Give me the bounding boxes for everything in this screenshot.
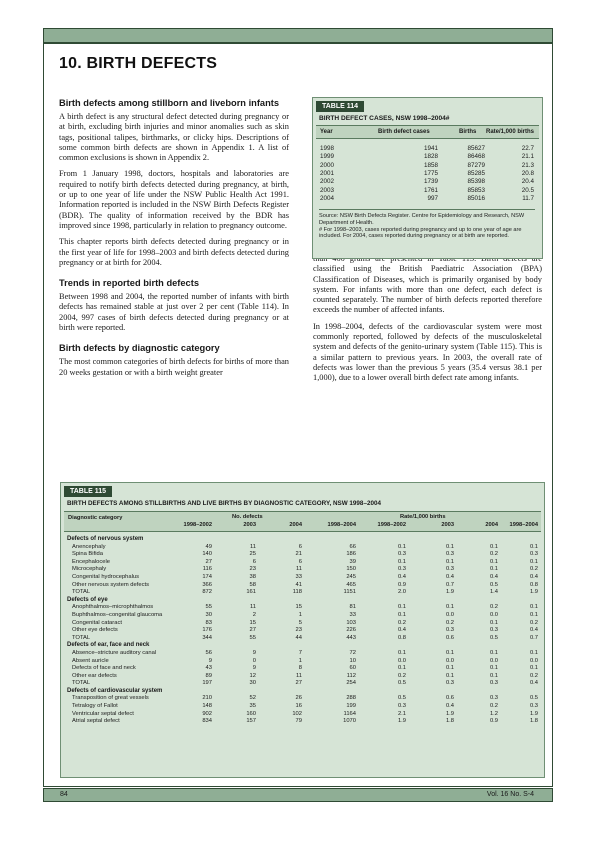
table-row [64,658,541,666]
table-row [64,620,541,628]
table-cell: 55 [205,604,212,611]
table-cell: 160 [246,710,256,717]
table-cell: 12 [249,672,256,679]
row-label: Atrial septal defect [72,718,120,725]
table-114-title: BIRTH DEFECT CASES, NSW 1998–2004# [319,115,450,122]
table-cell: 27 [295,680,302,687]
table-cell: 49 [205,543,212,550]
table-cell: 0.1 [397,558,406,565]
table-row [316,195,539,202]
paragraph-definition: A birth defect is any structural defect detected during pregnancy or at birth, excluding birth injuries and minor anomalies such as skin tags, positional talipes, birthmarks, or clicky hips. Descriptions of some common birth defects are shown in Appendix 1. A list of common exclusions is shown in Appendix 2. [59,112,289,163]
table-cell: 245 [346,573,356,580]
table-cell: 0.9 [489,718,498,725]
col-header-year: 2004 [485,522,498,528]
table-cell: 0.1 [529,543,538,550]
table-115-header [64,511,541,532]
table-cell: 52 [249,695,256,702]
table-cell: 79 [295,718,302,725]
table-cell: 0.0 [445,611,454,618]
row-label: Defects of cardiovascular system [67,687,163,694]
table-cell: 174 [202,573,212,580]
table-cell: 344 [202,634,212,641]
table-114-footnote: # For 1998–2003, cases reported during pregnancy and up to one year of age are included. For 2004, cases reported during pregnancy or at birth are reported. [319,226,522,240]
table-cell: 39 [349,558,356,565]
table-cell: 0.1 [397,665,406,672]
section-title: 10. BIRTH DEFECTS [59,55,218,72]
table-row [64,650,541,658]
table-cell: 85853 [467,186,485,194]
paragraph-diagnostic-category: The most common categories of birth defects for births of more than 20 weeks gestation or with a birth weight greater [59,357,289,377]
table-cell: 226 [346,627,356,634]
table-cell: 1 [298,657,302,664]
table-cell: 0.4 [397,627,406,634]
table-cell: 997 [427,194,438,202]
table-cell: 0.3 [445,566,454,573]
table-cell: 41 [295,581,302,588]
table-cell: 1151 [343,589,356,596]
table-cell: 1.9 [529,589,538,596]
table-cell: 103 [346,619,356,626]
table-cell: 0.2 [529,566,538,573]
table-cell: 1941 [423,145,438,152]
table-cell: 0.2 [529,619,538,626]
table-row [64,673,541,681]
table-cell: 0.3 [529,551,538,558]
table-cell: 0.8 [397,634,406,641]
table-cell: 89 [205,672,212,679]
table-cell: 21.3 [521,161,534,169]
table-cell: 11.7 [522,194,534,202]
table-cell: 11 [295,672,302,679]
table-row [316,153,539,160]
table-115-tag: TABLE 115 [64,486,112,497]
table-row [316,178,539,185]
table-cell: 1998 [320,145,335,152]
table-cell: 1.9 [445,710,454,717]
table-cell: 85398 [467,178,485,186]
col-header-year: 1998–2004 [509,522,538,528]
table-cell: 0.5 [489,634,498,641]
table-cell: 0.3 [445,680,454,687]
table-cell: 2004 [320,194,335,202]
table-cell: 0.1 [397,543,406,550]
table-cell: 116 [202,566,212,573]
table-row [64,627,541,635]
table-cell: 87279 [467,161,485,169]
table-cell: 1164 [343,710,356,717]
table-cell: 2002 [320,178,335,186]
paragraph-trends: Between 1998 and 2004, the reported number of infants with birth defects has remained stable at just over 2 per cent (Table 114). In 2004, 997 cases of birth defects detected during pregnancy or at birth were reported. [59,292,289,333]
table-cell: 0.4 [529,680,538,687]
table-cell: 38 [249,573,256,580]
table-cell: 33 [349,611,356,618]
table-cell: 0.1 [489,672,498,679]
table-cell: 15 [249,619,256,626]
table-cell: 85627 [467,145,485,152]
table-row [64,711,541,719]
table-cell: 81 [349,604,356,611]
table-cell: 85016 [467,194,485,202]
table-cell: 66 [349,543,356,550]
row-label: Anencephaly [72,543,106,550]
table-cell: 15 [295,604,302,611]
table-section-header [64,642,541,650]
table-cell: 0.1 [445,672,454,679]
table-cell: 0.1 [529,665,538,672]
table-cell: 0 [252,657,256,664]
row-label: Ventricular septal defect [72,710,134,717]
row-label: Encephalocele [72,558,111,565]
table-cell: 288 [346,695,356,702]
table-cell: 20.5 [521,186,534,194]
table-114-header [316,125,539,139]
row-label: Other eye defects [72,627,118,634]
paragraph-cardiovascular: In 1998–2004, defects of the cardiovascular system were most commonly reported, followed by defects of the musculoskeletal system and defects of the genito-urinary system (Table 115). This is a similar pattern to previous years. In 2003, the overall rate of defects was lower than the previous 5 years (35.4 versus 38.1 per 1,000), due to a lower overall birth defect rate among infants. [313,321,542,383]
row-label: Absent auricle [72,657,109,664]
table-cell: 1739 [423,178,438,186]
table-cell: 1.9 [529,710,538,717]
table-cell: 11 [295,566,302,573]
table-row [64,665,541,673]
table-cell: 9 [252,649,256,656]
table-row [316,145,539,152]
table-cell: 112 [346,672,356,679]
table-cell: 43 [205,665,212,672]
table-cell: 55 [249,634,256,641]
table-cell: 11 [249,604,256,611]
table-cell: 2001 [320,169,335,177]
table-cell: 1.4 [489,589,498,596]
row-label: Anophthalmos–microphthalmos [72,604,154,611]
table-cell: 0.5 [397,680,406,687]
table-cell: 0.1 [397,604,406,611]
table-cell: 16 [295,703,302,710]
table-cell: 0.1 [529,649,538,656]
table-cell: 0.1 [445,649,454,656]
heading-diagnostic-category: Birth defects by diagnostic category [59,343,220,354]
table-cell: 0.1 [445,543,454,550]
col-header-rate: Rate/1,000 births [486,129,535,135]
table-cell: 26 [295,695,302,702]
table-row [316,187,539,194]
table-cell: 0.3 [489,627,498,634]
table-cell: 157 [246,718,256,725]
table-114-source [319,209,535,240]
table-cell: 0.4 [529,627,538,634]
table-114-tag: TABLE 114 [316,101,364,112]
table-cell: 1.9 [397,718,406,725]
table-cell: 0.1 [489,665,498,672]
table-cell: 1858 [423,161,438,169]
table-cell: 5 [298,619,302,626]
table-cell: 176 [202,627,212,634]
row-label: TOTAL [72,589,91,596]
row-label: Tetralogy of Fallot [72,703,118,710]
table-cell: 0.1 [397,611,406,618]
table-cell: 199 [346,703,356,710]
table-cell: 0.1 [397,649,406,656]
paragraph-classification: classified using the British Paediatric Association (BPA) Classification of Diseases, which is primarily organised by body system. For infants with more than one defect, each defect is counted separately. The number of birth defects reported therefore exceeds the number of affected infants. [313,264,542,315]
table-cell: 1.9 [445,589,454,596]
table-row [64,695,541,703]
table-row [64,589,541,597]
row-label: Absence–stricture auditory canal [72,649,157,656]
table-row [316,162,539,169]
table-cell: 0.1 [489,619,498,626]
table-cell: 210 [202,695,212,702]
right-column [313,254,542,390]
table-cell: 0.4 [445,703,454,710]
paragraph-chapter-scope: This chapter reports birth defects detected during pregnancy or in the first year of life for 1998–2003 and birth defects detected during pregnancy or at birth for 2004. [59,237,289,267]
col-header-year: 1998–2002 [183,522,212,528]
col-header-year: 1998–2004 [327,522,356,528]
row-label: Spina Bifida [72,551,103,558]
col-header-year: 1998–2002 [377,522,406,528]
col-header-category: Diagnostic category [68,515,123,521]
table-row [64,680,541,688]
table-cell: 2 [252,611,256,618]
table-section-header [64,536,541,544]
table-cell: 1.8 [529,718,538,725]
table-cell: 2003 [320,186,335,194]
table-cell: 7 [298,649,302,656]
table-cell: 2000 [320,161,335,169]
table-cell: 30 [205,611,212,618]
table-cell: 0.1 [445,604,454,611]
table-cell: 0.2 [397,619,406,626]
table-114-source-text: Source: NSW Birth Defects Register. Centre for Epidemiology and Research, NSW Department of Health. [319,213,525,226]
table-cell: 30 [249,680,256,687]
table-row [64,551,541,559]
table-cell: 1775 [423,169,438,177]
col-header-year: 2004 [289,522,302,528]
table-cell: 10 [349,657,356,664]
row-label: Defects of ear, face and neck [67,642,150,649]
footer-bar [43,788,553,802]
table-cell: 0.3 [529,703,538,710]
table-cell: 0.2 [489,703,498,710]
paragraph-notification: From 1 January 1998, doctors, hospitals and laboratories are required to notify birth defects detected during pregnancy, at birth, or up to one year of life under the NSW Public Health Act 1991. Information reported is included in the NSW Birth Defects Register (BDR). The quality of information received by the BDR has improved since 1998, particularly in relation to pregnancy outcome. [59,169,289,230]
table-cell: 35 [249,703,256,710]
table-cell: 0.7 [445,581,454,588]
table-cell: 25 [249,551,256,558]
row-label: TOTAL [72,680,91,687]
table-cell: 60 [349,665,356,672]
table-cell: 0.4 [489,573,498,580]
table-cell: 0.2 [529,672,538,679]
page-number: 84 [60,791,68,798]
table-cell: 0.6 [445,634,454,641]
table-cell: 20.4 [521,178,534,186]
table-114 [312,97,543,259]
table-cell: 86468 [467,153,485,161]
left-column [59,98,289,384]
table-cell: 0.2 [445,619,454,626]
row-label: TOTAL [72,634,91,641]
row-label: Defects of eye [67,596,108,603]
table-115-title: BIRTH DEFECTS AMONG STILLBIRTHS AND LIVE BIRTHS BY DIAGNOSTIC CATEGORY, NSW 1998–2004 [67,500,381,507]
row-label: Other nervous system defects [72,581,150,588]
table-cell: 0.3 [489,680,498,687]
table-row [64,718,541,726]
table-cell: 22.7 [521,145,534,152]
table-cell: 2.0 [397,589,406,596]
table-115 [60,482,545,778]
table-cell: 140 [202,551,212,558]
table-cell: 1.2 [489,710,498,717]
table-row [64,566,541,574]
table-cell: 0.2 [489,551,498,558]
table-cell: 20.8 [521,169,534,177]
row-label: Congenital cataract [72,619,122,626]
table-cell: 83 [205,619,212,626]
table-cell: 11 [249,543,256,550]
table-cell: 1 [298,611,302,618]
top-decorative-bar [43,28,553,43]
col-header-year: 2003 [441,522,454,528]
table-cell: 72 [349,649,356,656]
table-cell: 8 [298,665,302,672]
table-cell: 1828 [423,153,438,161]
table-cell: 102 [292,710,302,717]
row-label: Transposition of great vessels [72,695,149,702]
table-cell: 0.3 [397,566,406,573]
table-cell: 0.5 [489,581,498,588]
table-cell: 161 [246,589,256,596]
table-cell: 465 [346,581,356,588]
table-row [64,604,541,612]
table-cell: 6 [252,558,256,565]
table-cell: 58 [249,581,256,588]
table-cell: 148 [202,703,212,710]
volume-number: Vol. 16 No. S-4 [486,791,534,798]
table-cell: 0.5 [529,695,538,702]
table-cell: 0.3 [397,551,406,558]
table-row [64,703,541,711]
table-cell: 0.1 [445,558,454,565]
heading-trends: Trends in reported birth defects [59,278,199,289]
table-cell: 834 [202,718,212,725]
table-cell: 902 [202,710,212,717]
col-header-no-defects: No. defects [232,514,263,520]
col-header-year: 2003 [243,522,256,528]
table-cell: 1761 [423,186,438,194]
table-cell: 0.1 [489,566,498,573]
table-cell: 0.1 [489,558,498,565]
table-row [64,635,541,643]
table-cell: 0.0 [489,657,498,664]
col-header-rate: Rate/1,000 births [400,514,446,520]
row-label: Other ear defects [72,672,117,679]
table-cell: 443 [346,634,356,641]
table-cell: 0.7 [529,634,538,641]
table-row [64,559,541,567]
table-cell: 44 [295,634,302,641]
table-cell: 0.1 [529,558,538,565]
table-cell: 27 [249,627,256,634]
table-cell: 23 [295,627,302,634]
table-115-body [64,536,541,726]
table-section-header [64,597,541,605]
table-cell: 85285 [467,169,485,177]
table-cell: 254 [346,680,356,687]
table-cell: 366 [202,581,212,588]
row-label: Defects of nervous system [67,536,144,542]
row-label: Congenital hydrocephalus [72,573,140,580]
table-cell: 9 [208,657,212,664]
table-cell: 0.0 [489,611,498,618]
table-cell: 1.8 [445,718,454,725]
table-cell: 1999 [320,153,335,161]
table-cell: 0.6 [445,695,454,702]
table-cell: 56 [205,649,212,656]
table-cell: 0.1 [445,665,454,672]
table-cell: 23 [249,566,256,573]
table-cell: 0.1 [489,543,498,550]
table-cell: 0.8 [529,581,538,588]
table-cell: 27 [205,558,212,565]
table-cell: 150 [346,566,356,573]
table-cell: 21.1 [521,153,534,161]
table-cell: 0.3 [397,703,406,710]
table-cell: 1070 [343,718,356,725]
table-cell: 21 [295,551,302,558]
table-cell: 2.1 [397,710,406,717]
table-cell: 197 [202,680,212,687]
table-cell: 6 [298,543,302,550]
table-cell: 0.0 [397,657,406,664]
table-row [64,544,541,552]
table-cell: 0.3 [445,627,454,634]
table-cell: 6 [298,558,302,565]
table-cell: 0.4 [445,573,454,580]
table-row [64,574,541,582]
table-cell: 118 [292,589,302,596]
heading-stillborn-liveborn: Birth defects among stillborn and liveborn infants [59,98,280,108]
table-row [64,612,541,620]
col-header-cases: Birth defect cases [378,129,430,135]
table-cell: 0.2 [397,672,406,679]
table-cell: 0.3 [489,695,498,702]
table-cell: 872 [202,589,212,596]
table-cell: 0.5 [397,695,406,702]
table-cell: 0.9 [397,581,406,588]
table-cell: 0.4 [529,573,538,580]
table-cell: 9 [252,665,256,672]
table-cell: 0.1 [529,604,538,611]
col-header-year: Year [320,129,333,135]
table-cell: 0.4 [397,573,406,580]
table-cell: 0.0 [529,657,538,664]
row-label: Defects of face and neck [72,665,136,672]
table-cell: 0.1 [529,611,538,618]
table-row [64,582,541,590]
table-section-header [64,688,541,696]
table-cell: 186 [346,551,356,558]
row-label: Buphthalmos–congenital glaucoma [72,611,163,618]
table-cell: 0.0 [445,657,454,664]
table-cell: 0.2 [489,604,498,611]
table-cell: 0.3 [445,551,454,558]
table-cell: 33 [295,573,302,580]
table-cell: 0.1 [489,649,498,656]
row-label: Microcephaly [72,566,107,573]
col-header-births: Births [459,129,477,135]
table-row [316,170,539,177]
